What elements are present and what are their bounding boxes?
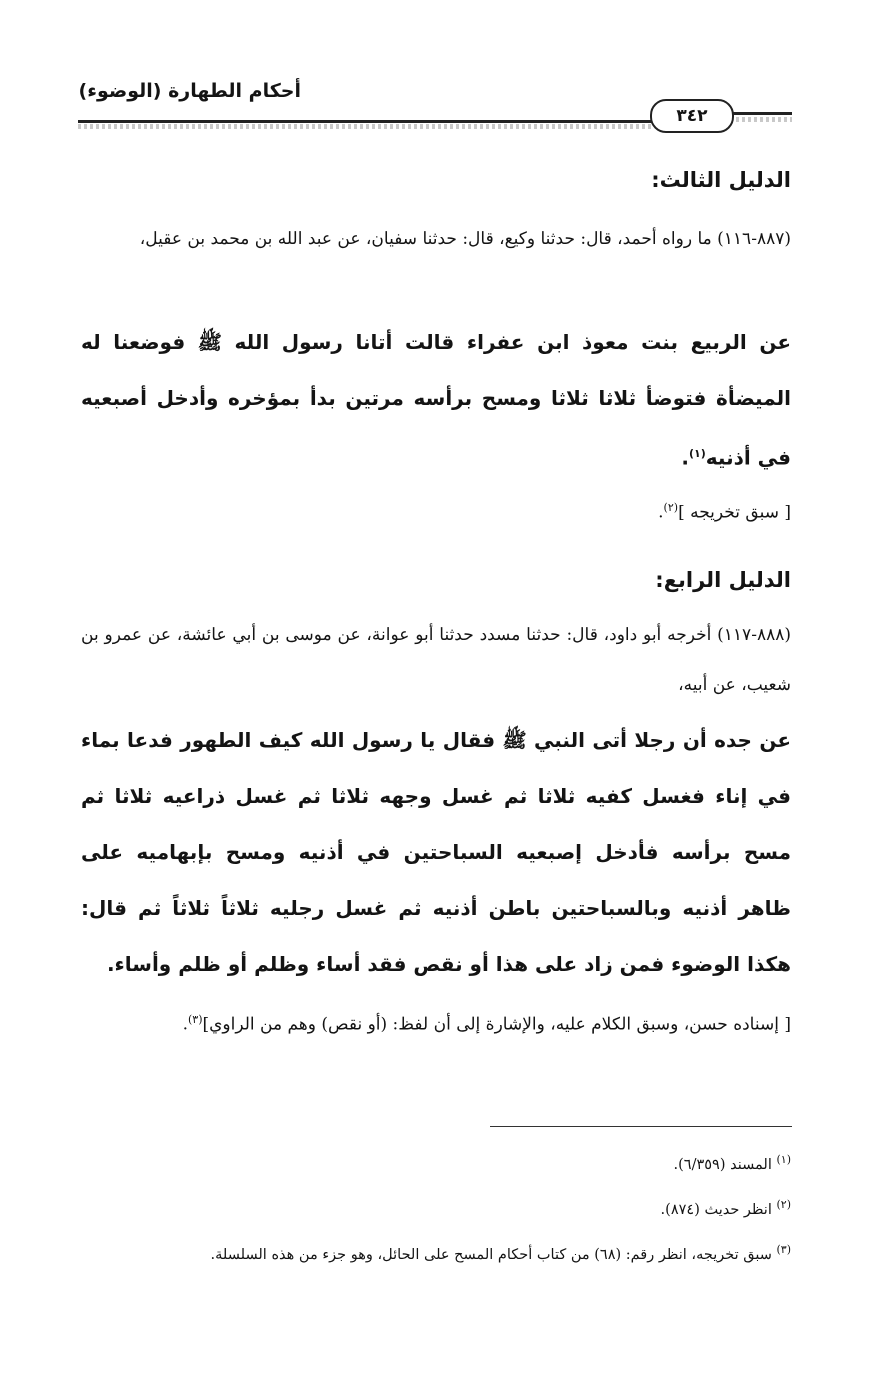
footnote-2	[71, 1185, 791, 1230]
footnote-text: سبق تخريجه، انظر رقم: (٦٨) من كتاب أحكام المسح على الحائل، وهو جزء من هذه السلسلة.	[210, 1246, 772, 1263]
section-isnad-third: (٨٨٧-١١٦) ما رواه أحمد، قال: حدثنا وكيع، قال: حدثنا سفيان، عن عبد الله بن محمد بن عقيل،	[139, 229, 791, 249]
header-rule	[78, 120, 654, 123]
matn-end: .	[681, 445, 689, 470]
section-heading-third: الدليل الثالث:	[651, 168, 791, 192]
footnote-ref: (١)	[689, 447, 706, 460]
header-rule-right	[730, 112, 792, 115]
footnotes	[71, 1140, 791, 1274]
running-title: أحكام الطهارة (الوضوء)	[78, 80, 301, 102]
note-text: [ سبق تخريجه ]	[678, 502, 791, 523]
footnote-separator	[490, 1126, 792, 1127]
note-end: .	[658, 502, 664, 523]
footnote-3	[71, 1230, 791, 1275]
section-note-third	[81, 484, 791, 537]
footnote-ref: (٣)	[187, 1013, 203, 1026]
section-isnad-fourth: (٨٨٨-١١٧) أخرجه أبو داود، قال: حدثنا مسدد حدثنا أبو عوانة، عن موسى بن أبي عائشة، عن عمرو بن شعيب، عن أبيه،	[81, 625, 791, 695]
header-rule-shade	[78, 124, 654, 129]
section-note-fourth	[81, 996, 791, 1049]
section-matn-third	[81, 314, 791, 486]
section-matn-fourth: عن جده أن رجلا أتى النبي ﷺ فقال يا رسول الله كيف الطهور فدعا بماء في إناء فغسل كفيه ثلاثا ثم غسل وجهه ثلاثا ثم غسل ذراعيه ثلاثا ثم مسح برأسه فأدخل إصبعيه السباحتين في أذنيه ومسح بإبهاميه على ظاهر أذنيه وبالسباحتين باطن أذنيه ثم غسل رجليه ثلاثاً ثلاثاً ثم قال: هكذا الوضوء فمن زاد على هذا أو نقص فقد أساء وظلم أو ظلم وأساء.	[81, 728, 791, 976]
footnote-text: المسند (٦/٣٥٩).	[673, 1156, 772, 1173]
section-heading-fourth: الدليل الرابع:	[655, 568, 791, 592]
header-rule-right-shade	[730, 117, 792, 122]
note-text: [ إسناده حسن، وسبق الكلام عليه، والإشارة إلى أن لفظ: (أو نقص) وهم من الراوي]	[202, 1014, 791, 1035]
footnote-marker: (١)	[776, 1153, 791, 1166]
footnote-ref: (٢)	[663, 501, 679, 514]
footnote-1	[71, 1140, 791, 1185]
matn-text: عن الربيع بنت معوذ ابن عفراء قالت أتانا رسول الله ﷺ فوضعنا له الميضأة فتوضأ ثلاثا ثلاثا ومسح برأسه مرتين بدأ بمؤخره وأدخل أصبعيه في أذنيه	[81, 330, 791, 470]
footnote-marker: (٢)	[776, 1197, 791, 1211]
footnote-marker: (٣)	[776, 1242, 791, 1256]
note-end: .	[182, 1014, 188, 1035]
page-number: ٣٤٢	[650, 99, 734, 133]
footnote-text: انظر حديث (٨٧٤).	[660, 1201, 772, 1218]
